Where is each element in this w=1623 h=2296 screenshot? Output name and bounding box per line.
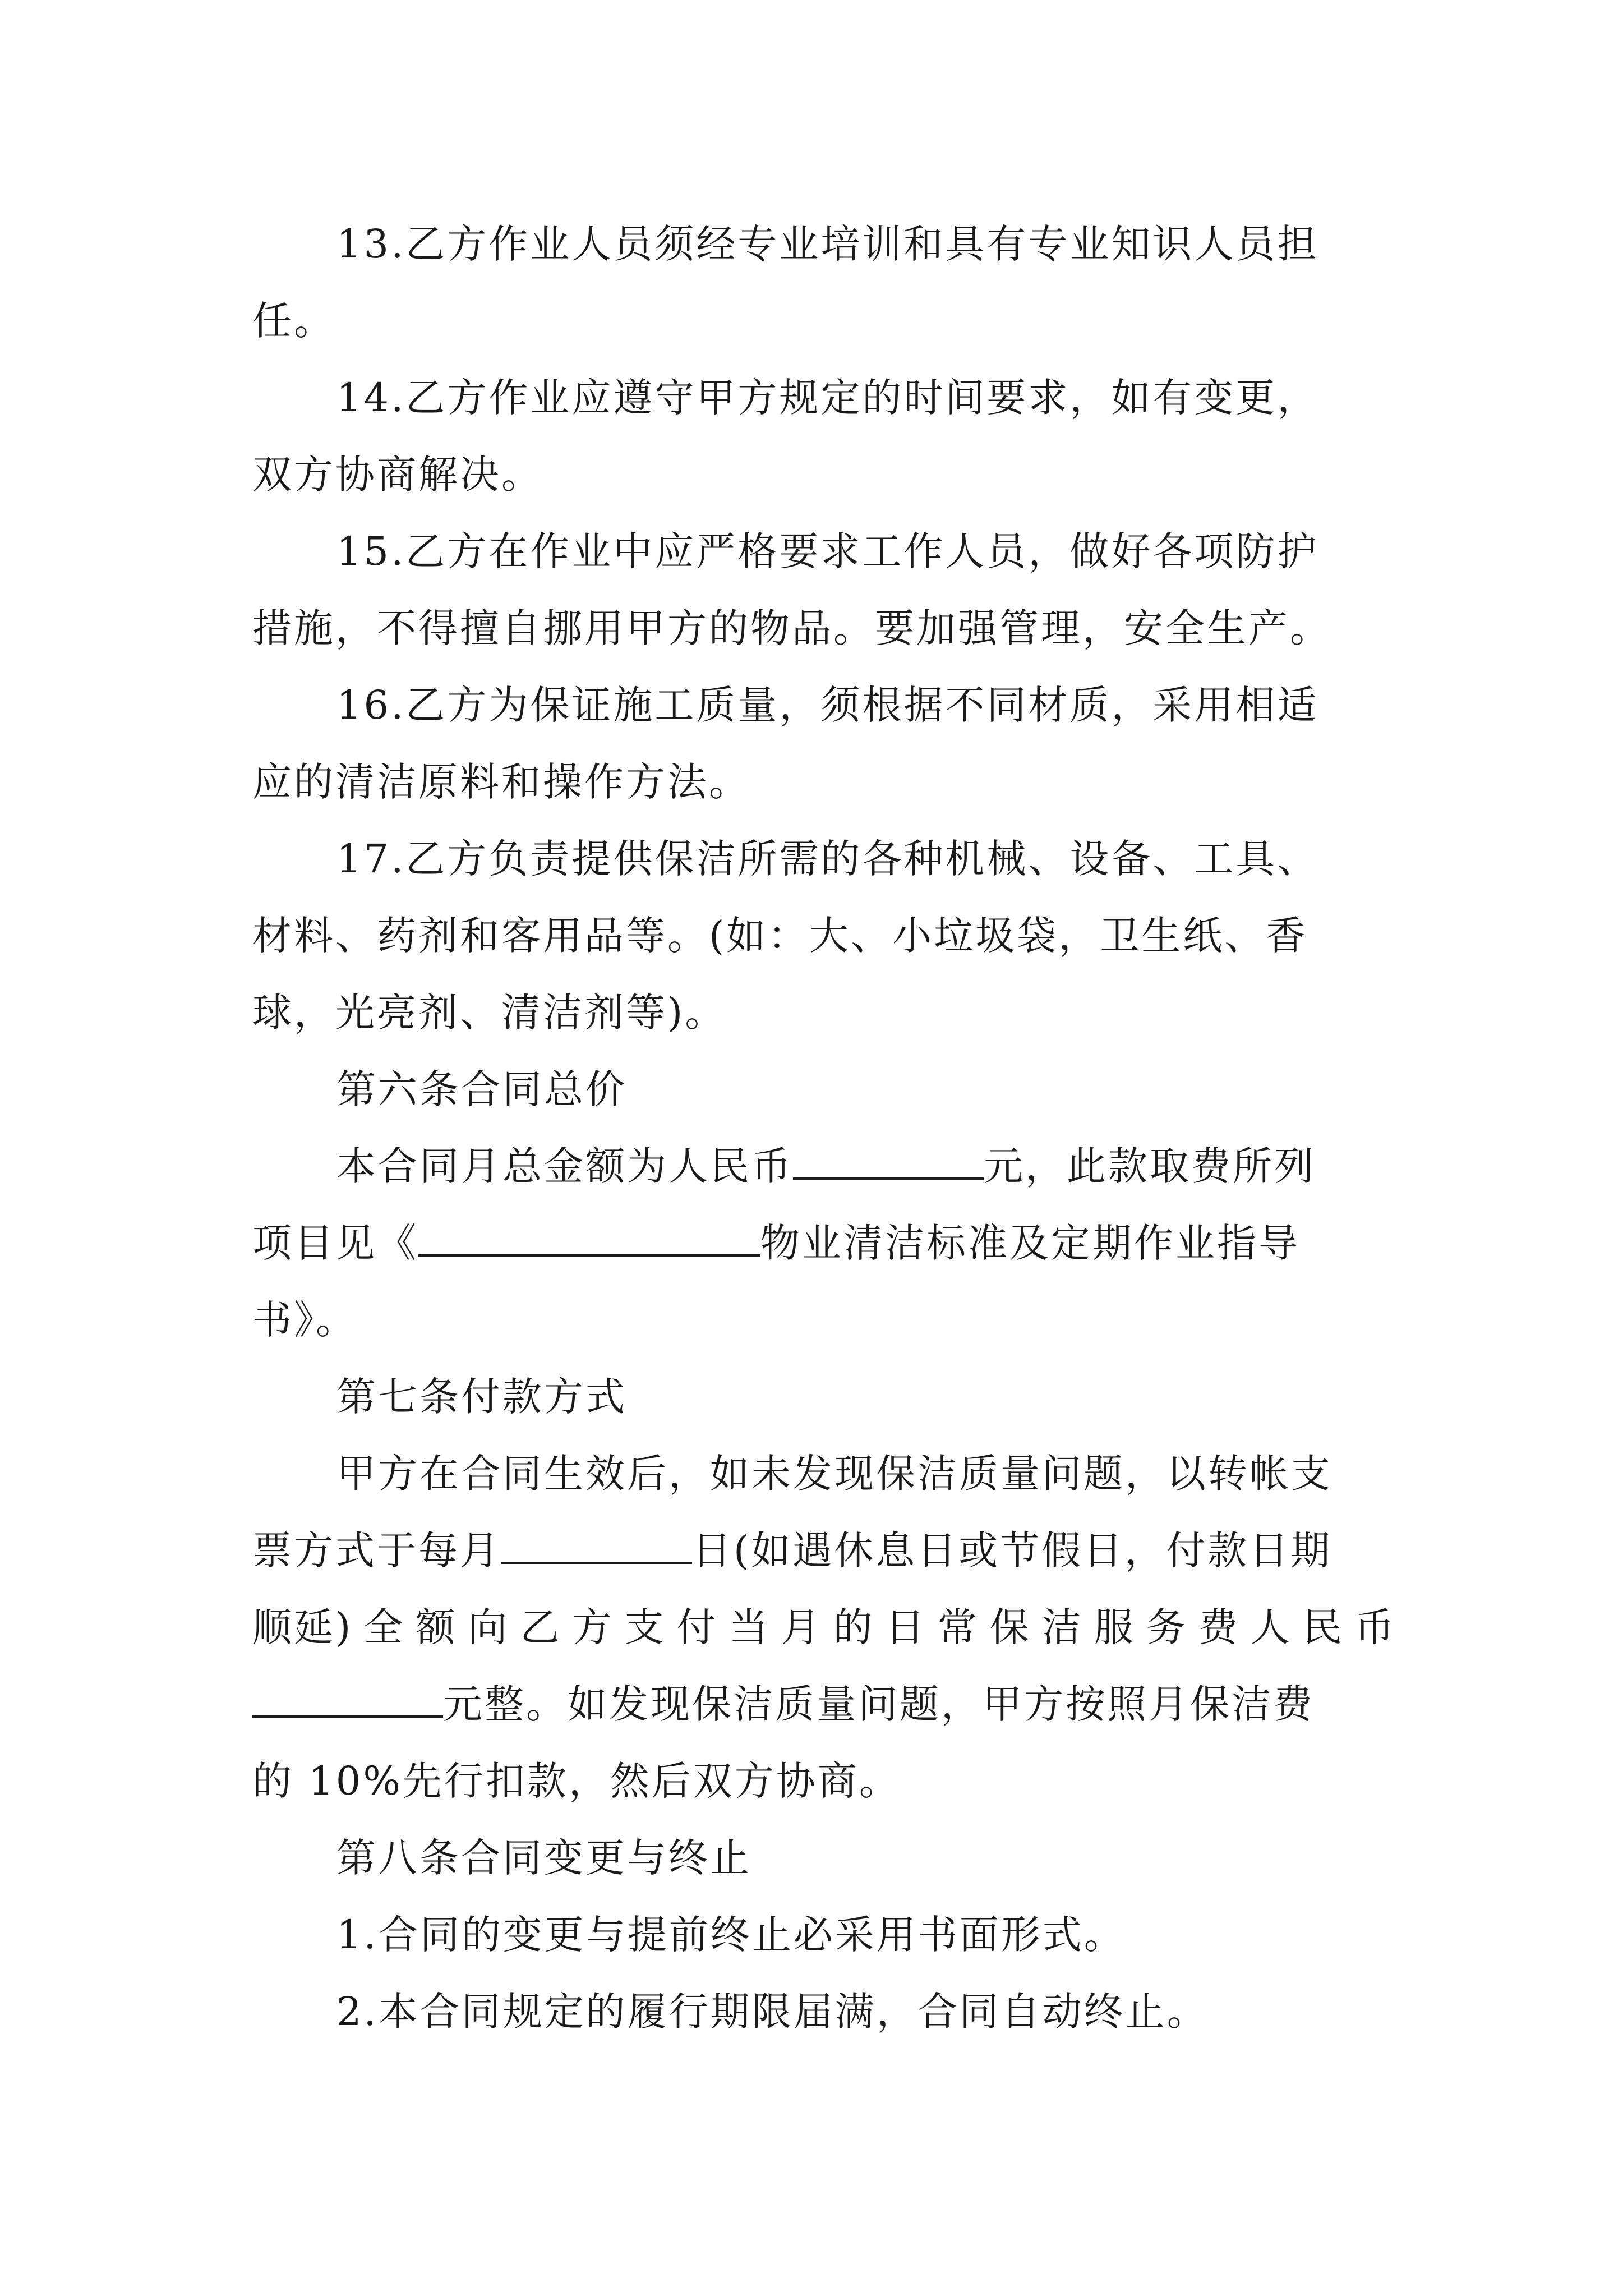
justified-word: 费 <box>1198 1604 1240 1650</box>
justified-word: 人 <box>1250 1604 1292 1650</box>
justified-word: 洁 <box>1041 1604 1083 1650</box>
justified-word: 服 <box>1094 1604 1136 1650</box>
article-6-text: 项目见《 <box>252 1220 418 1266</box>
justified-word: 付 <box>676 1604 718 1650</box>
article-7-paragraph-line-4 <box>252 1676 1396 1732</box>
justified-word: 乙 <box>520 1604 562 1650</box>
article-6-paragraph-line-1 <box>336 1138 1481 1194</box>
article-8-heading: 第八条合同变更与终止 <box>336 1835 751 1881</box>
service-fee-blank <box>252 1678 443 1718</box>
clause-17-line-3: 球，光亮剂、清洁剂等)。 <box>252 990 727 1036</box>
justified-word: 民 <box>1302 1604 1344 1650</box>
clause-15-line-2: 措施，不得擅自挪用甲方的物品。要加强管理，安全生产。 <box>252 605 1331 651</box>
clause-17-line-1: 17.乙方负责提供保洁所需的各种机械、设备、工具、 <box>336 836 1319 882</box>
justified-word: 日 <box>885 1604 927 1650</box>
justified-word: 务 <box>1146 1604 1188 1650</box>
justified-word: 的 <box>833 1604 875 1650</box>
article-8-item-2: 2.本合同规定的履行期限届满，合同自动终止。 <box>336 1989 1209 2035</box>
justified-word: 支 <box>624 1604 666 1650</box>
justified-word: 额 <box>416 1604 458 1650</box>
article-7-text: 日(如遇休息日或节假日，付款日期 <box>692 1527 1332 1573</box>
clause-15-line-1: 15.乙方在作业中应严格要求工作人员，做好各项防护 <box>336 528 1319 574</box>
article-6-paragraph-line-3: 书》。 <box>252 1297 357 1343</box>
article-6-text: 本合同月总金额为人民币 <box>336 1143 793 1189</box>
clause-17-line-2: 材料、药剂和客用品等。(如：大、小垃圾袋，卫生纸、香 <box>252 913 1308 959</box>
article-7-paragraph-line-5: 的 10%先行扣款，然后双方协商。 <box>252 1758 901 1804</box>
article-7-heading: 第七条付款方式 <box>336 1374 627 1420</box>
article-7-text: 票方式于每月 <box>252 1527 501 1573</box>
article-8-item-1: 1.合同的变更与提前终止必采用书面形式。 <box>336 1912 1126 1958</box>
article-7-text: 元整。如发现保洁质量问题，甲方按照月保洁费 <box>443 1681 1315 1727</box>
article-6-heading: 第六条合同总价 <box>336 1066 627 1112</box>
justified-word: 全 <box>363 1604 405 1650</box>
justified-word: 保 <box>989 1604 1031 1650</box>
article-7-paragraph-line-1: 甲方在合同生效后，如未发现保洁质量问题，以转帐支 <box>336 1451 1332 1497</box>
clause-13-line-2: 任。 <box>252 298 335 344</box>
clause-16-line-2: 应的清洁原料和操作方法。 <box>252 759 750 805</box>
justified-word: 向 <box>468 1604 510 1650</box>
justified-word: 币 <box>1354 1604 1396 1650</box>
clause-14-line-1: 14.乙方作业应遵守甲方规定的时间要求，如有变更， <box>336 375 1319 421</box>
project-name-blank <box>418 1217 760 1257</box>
article-7-paragraph-line-3 <box>252 1599 1396 1655</box>
justified-word: 方 <box>572 1604 614 1650</box>
article-6-paragraph-line-2 <box>252 1215 1396 1271</box>
clause-16-line-1: 16.乙方为保证施工质量，须根据不同材质，采用相适 <box>336 682 1319 728</box>
clause-13-line-1: 13.乙方作业人员须经专业培训和具有专业知识人员担 <box>336 221 1319 267</box>
justified-word: 月 <box>781 1604 823 1650</box>
article-6-text: 元，此款取费所列 <box>984 1143 1316 1189</box>
justified-word: 顺延) <box>252 1604 353 1650</box>
payment-day-blank <box>501 1525 692 1564</box>
article-6-text: 物业清洁标准及定期作业指导 <box>760 1220 1300 1266</box>
justified-word: 常 <box>937 1604 979 1650</box>
clause-14-line-2: 双方协商解决。 <box>252 452 543 498</box>
amount-blank <box>793 1140 984 1180</box>
justified-word: 当 <box>728 1604 771 1650</box>
article-7-paragraph-line-2 <box>252 1522 1396 1579</box>
